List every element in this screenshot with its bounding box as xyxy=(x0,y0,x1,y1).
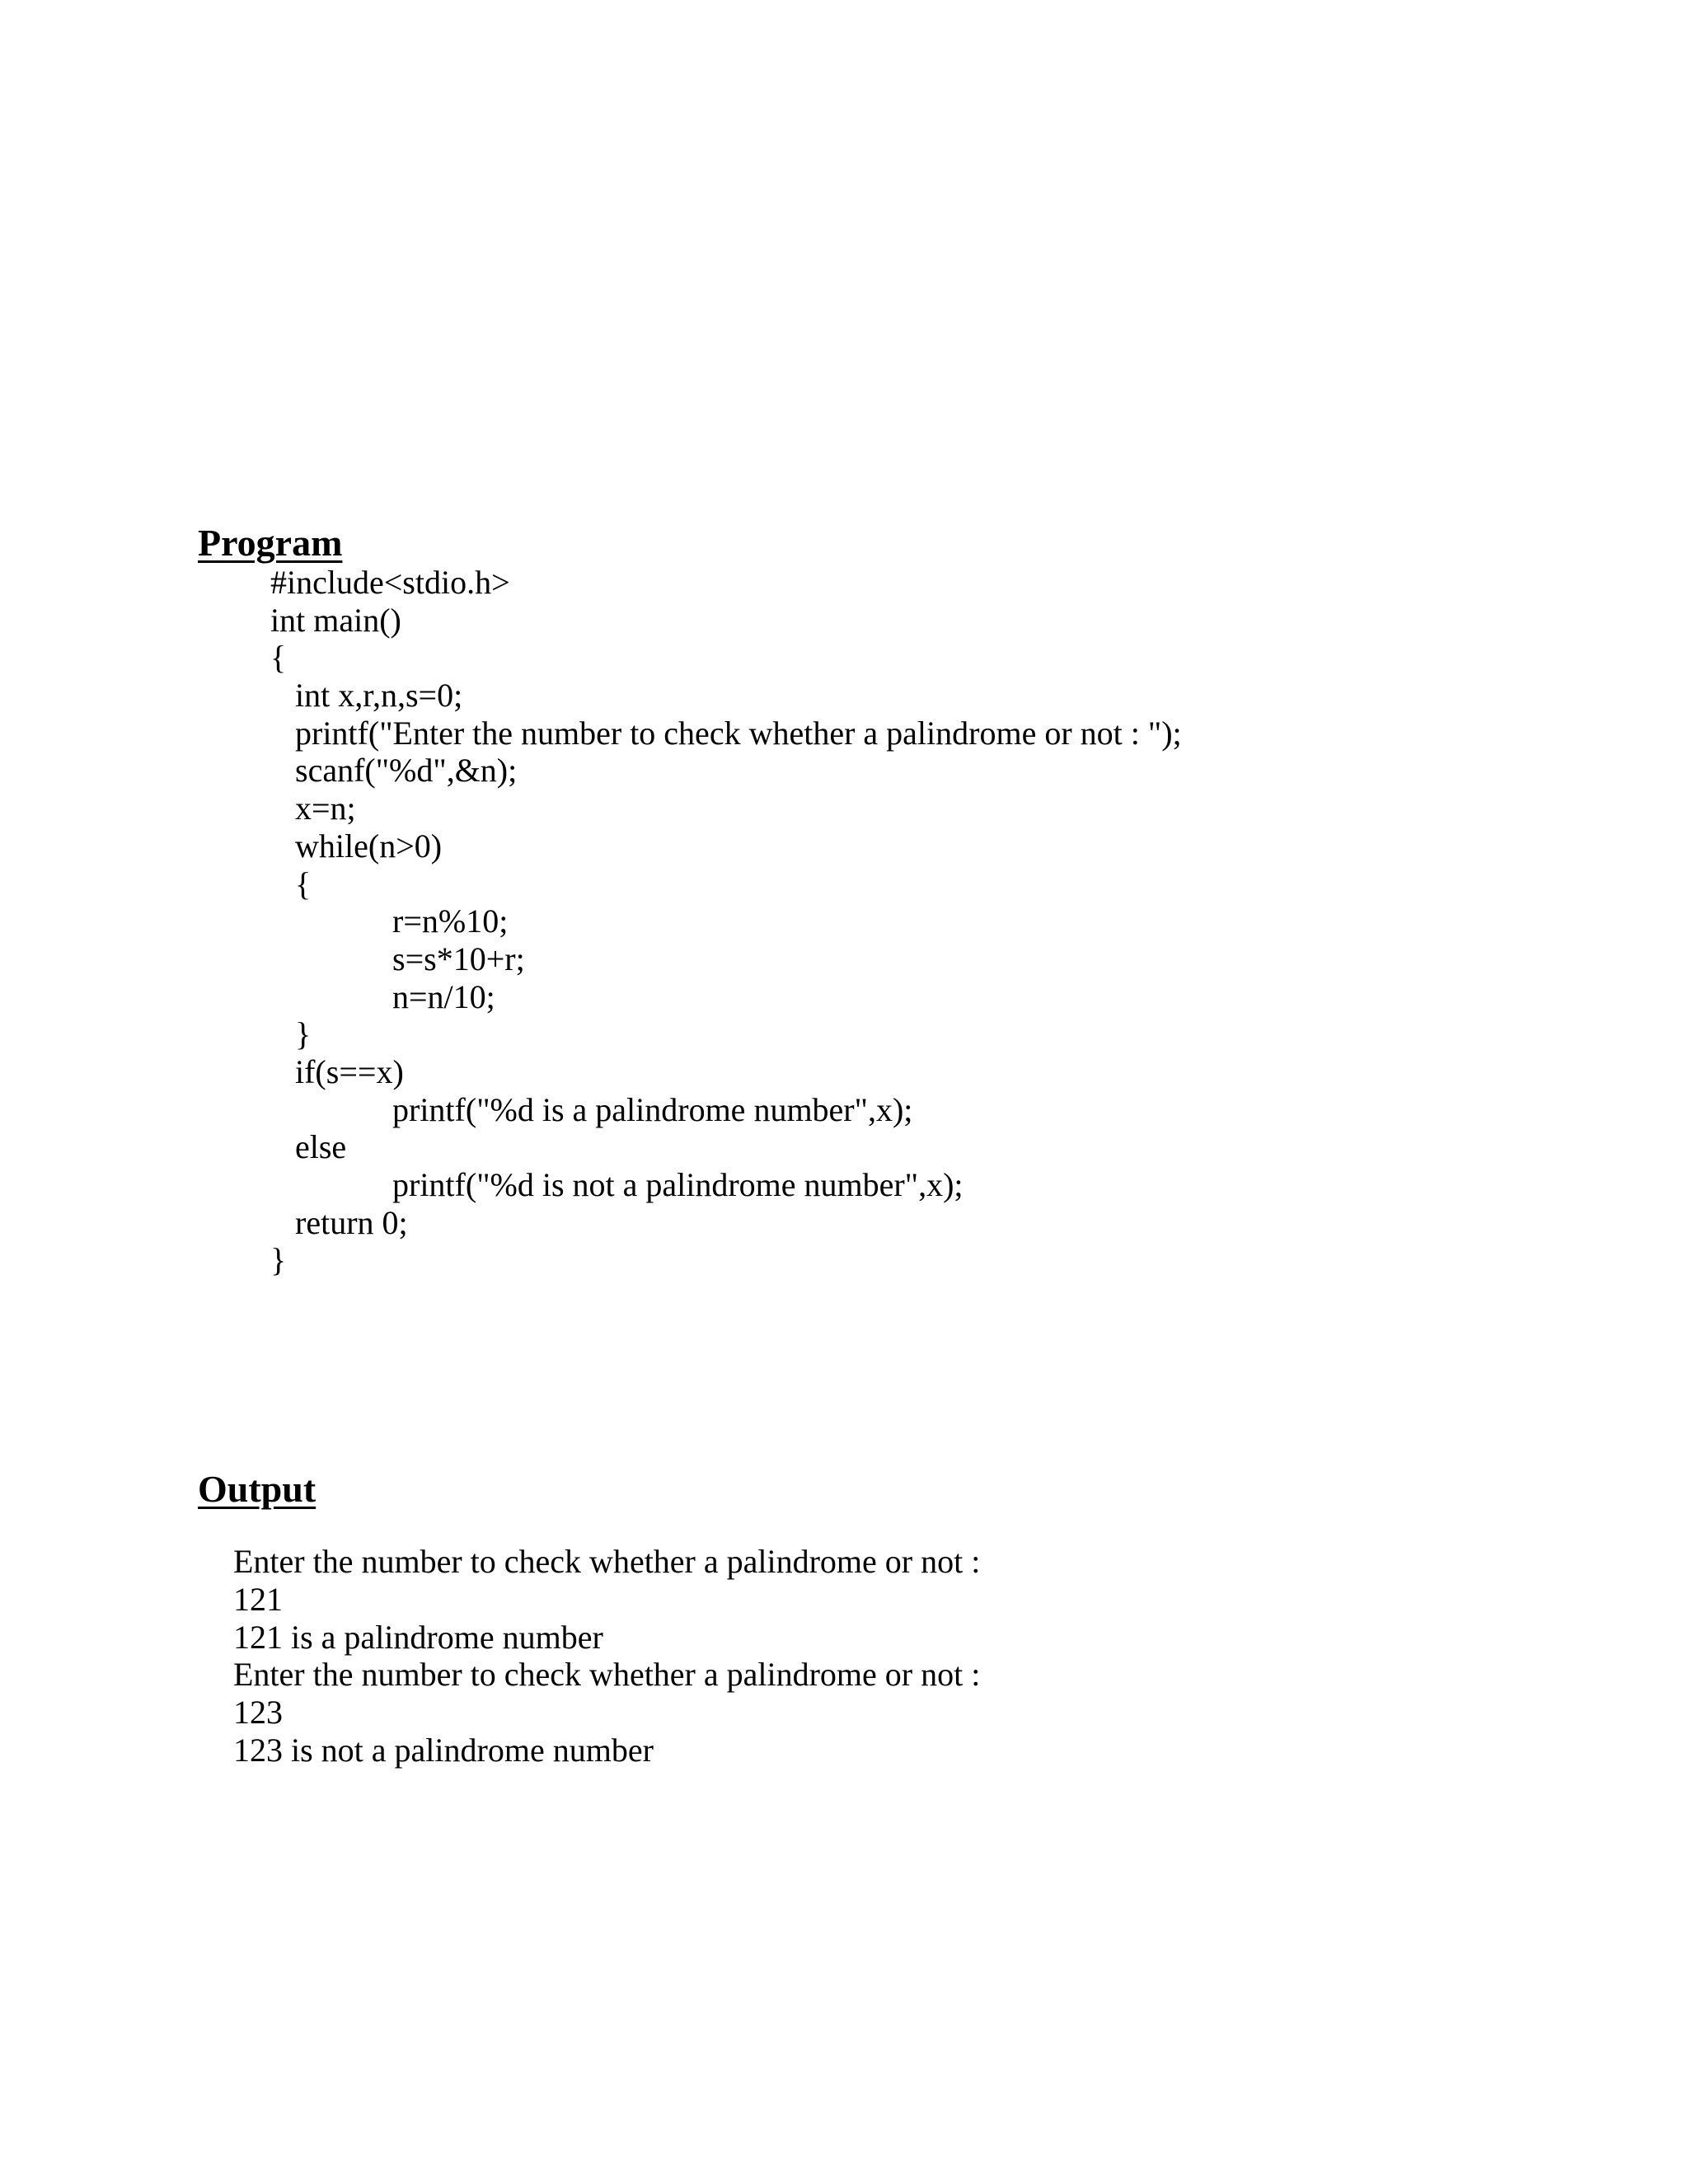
code-line: int x,r,n,s=0; xyxy=(295,677,463,715)
program-heading: Program xyxy=(198,522,343,564)
code-line: #include<stdio.h> xyxy=(270,564,510,601)
code-line: printf("Enter the number to check whether a palindrome or not : "); xyxy=(295,714,1182,752)
program-code-block xyxy=(270,564,1182,1279)
code-line: } xyxy=(270,1241,287,1279)
code-line: else xyxy=(295,1128,347,1166)
program-output-block xyxy=(233,1543,980,1769)
code-line: printf("%d is not a palindrome number",x); xyxy=(392,1166,964,1203)
code-line: r=n%10; xyxy=(392,902,509,940)
output-line: 121 is a palindrome number xyxy=(233,1618,603,1656)
code-line: n=n/10; xyxy=(392,977,495,1015)
code-line: { xyxy=(270,639,287,677)
output-line: Enter the number to check whether a palindrome or not : xyxy=(233,1543,981,1580)
code-line: if(s==x) xyxy=(295,1052,404,1090)
output-line: 123 xyxy=(233,1694,283,1732)
code-line: while(n>0) xyxy=(295,827,443,865)
output-line: Enter the number to check whether a palindrome or not : xyxy=(233,1656,981,1694)
code-line: x=n; xyxy=(295,790,356,827)
code-line: return 0; xyxy=(295,1203,408,1241)
code-line: { xyxy=(295,865,312,902)
output-line: 123 is not a palindrome number xyxy=(233,1731,654,1769)
output-line: 121 xyxy=(233,1580,283,1618)
output-heading: Output xyxy=(198,1468,316,1510)
code-line: scanf("%d",&n); xyxy=(295,752,518,790)
code-line: printf("%d is a palindrome number",x); xyxy=(392,1090,913,1128)
code-line: } xyxy=(295,1015,312,1053)
code-line: s=s*10+r; xyxy=(392,940,525,977)
code-line: int main() xyxy=(270,601,401,639)
